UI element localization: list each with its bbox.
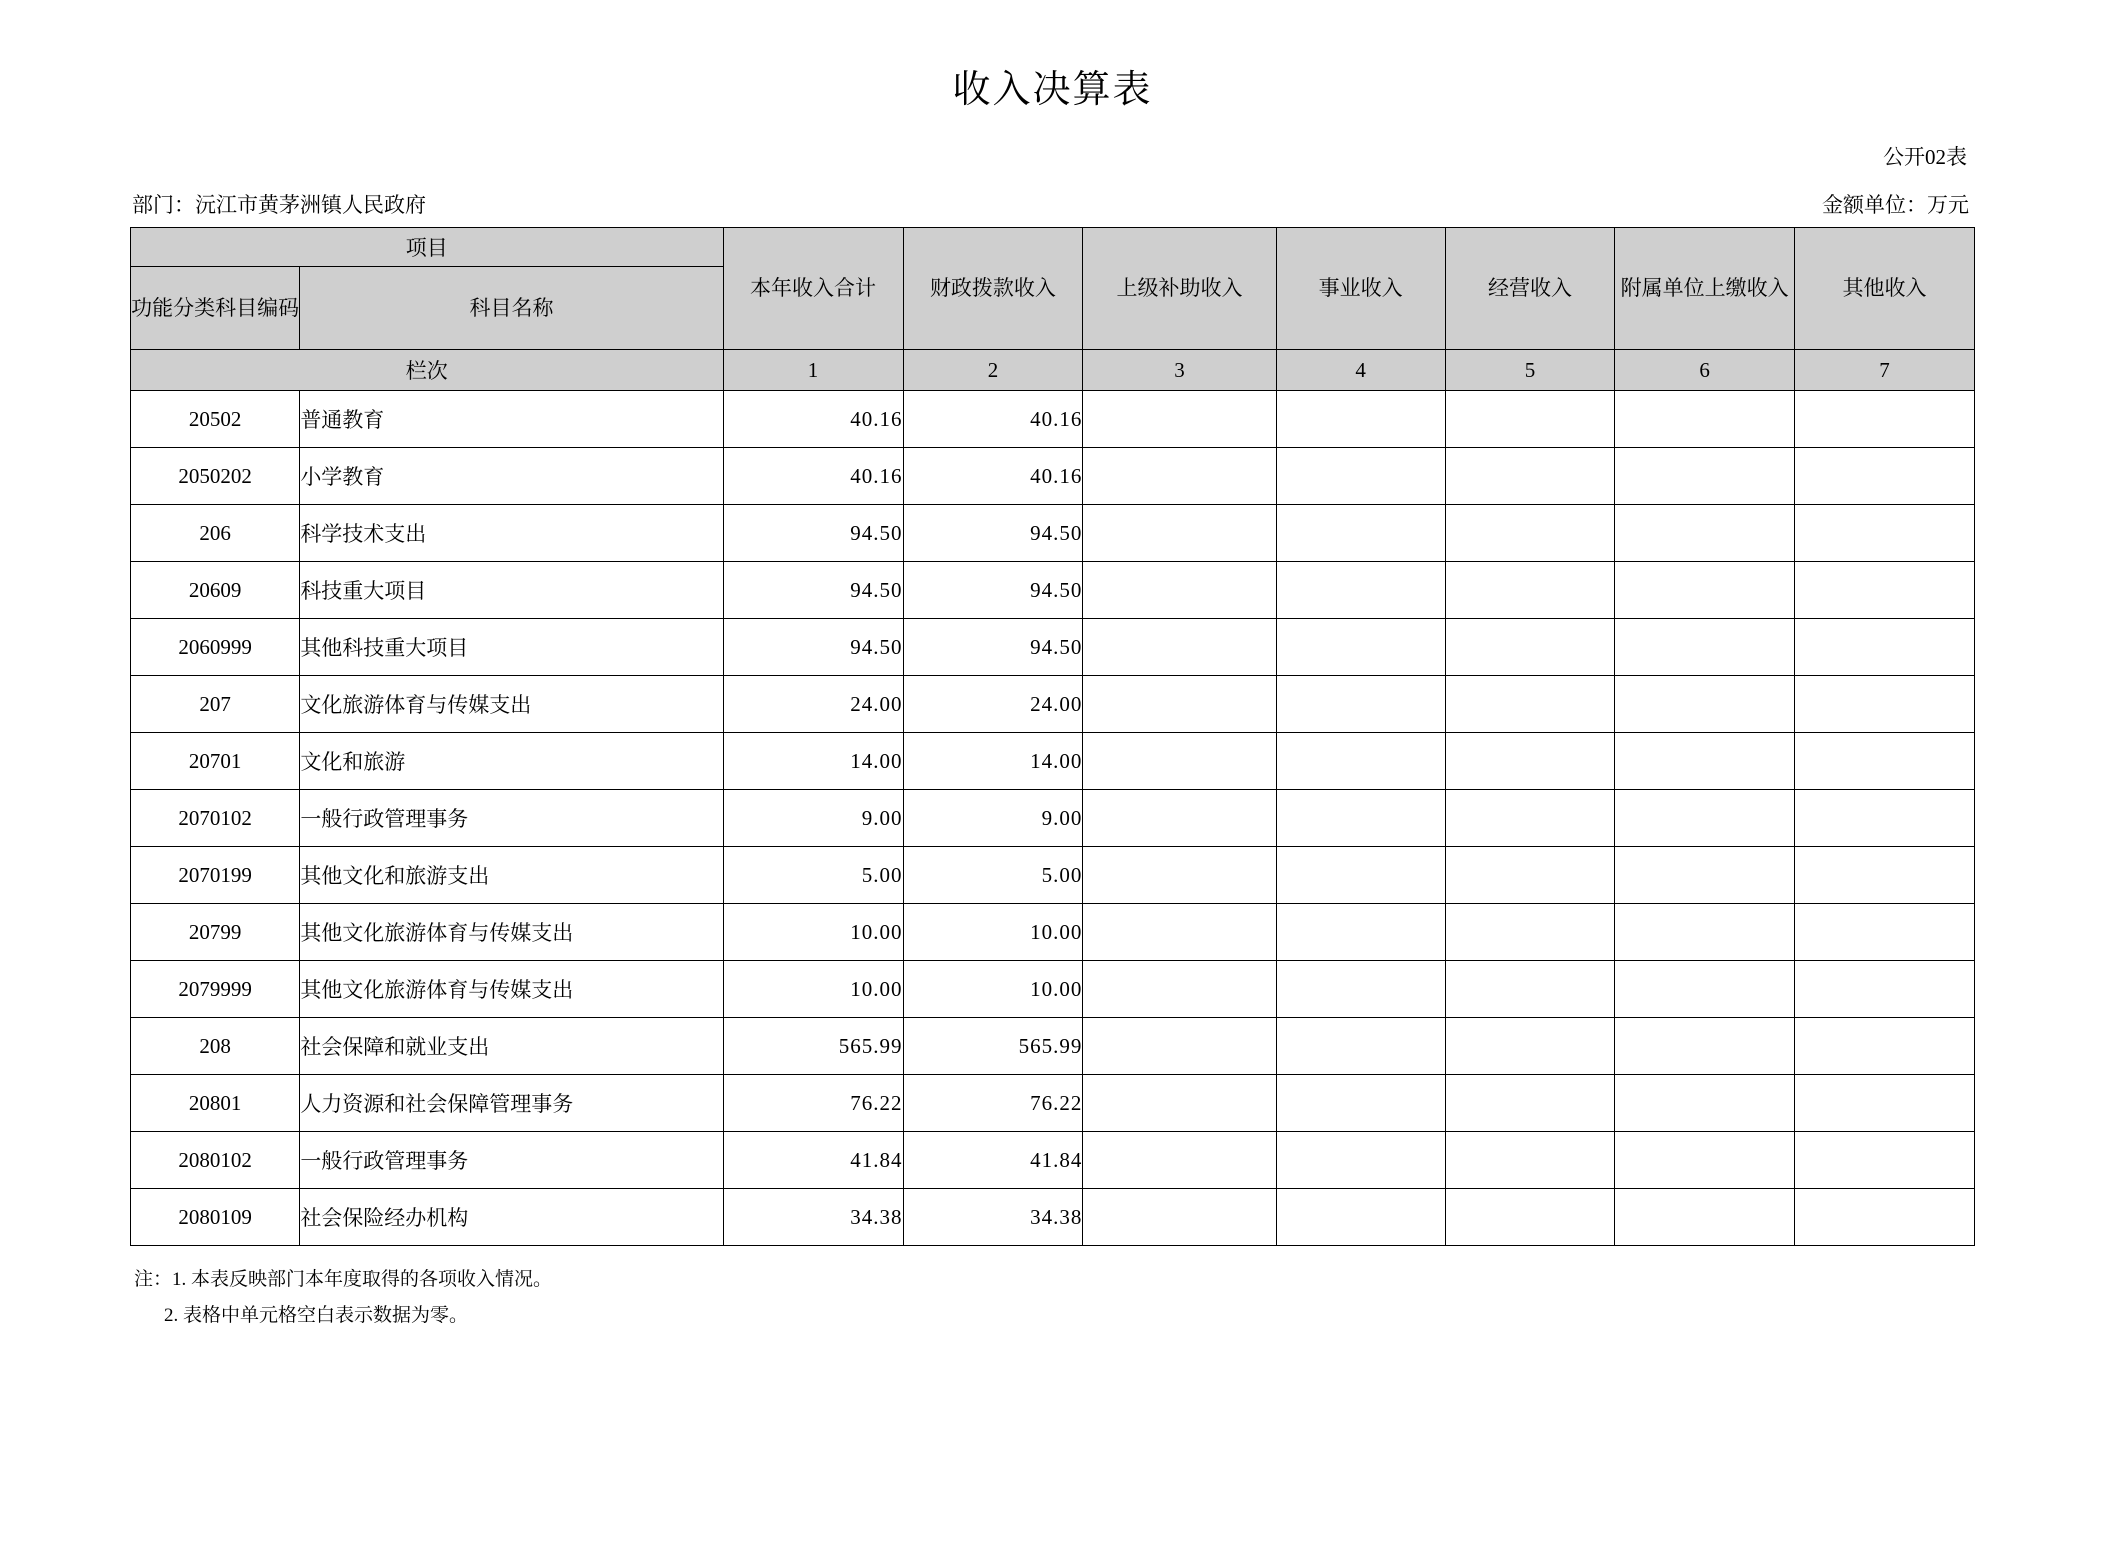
header-col-3: 上级补助收入 (1083, 228, 1276, 350)
cell-subject-name: 其他科技重大项目 (300, 619, 723, 676)
cell-value-6 (1615, 1189, 1795, 1246)
cell-code: 2080109 (131, 1189, 300, 1246)
cell-value-3 (1083, 676, 1276, 733)
lane-3: 3 (1083, 350, 1276, 391)
cell-value-7 (1795, 790, 1975, 847)
form-label: 公开02表 (1883, 145, 1967, 169)
lane-5: 5 (1445, 350, 1614, 391)
cell-value-6 (1615, 961, 1795, 1018)
cell-value-1: 94.50 (723, 505, 903, 562)
cell-code: 20609 (131, 562, 300, 619)
cell-value-3 (1083, 790, 1276, 847)
cell-value-2: 94.50 (903, 619, 1083, 676)
cell-value-7 (1795, 904, 1975, 961)
cell-value-3 (1083, 505, 1276, 562)
cell-value-7 (1795, 847, 1975, 904)
cell-value-5 (1445, 391, 1614, 448)
cell-value-2: 10.00 (903, 904, 1083, 961)
table-row (131, 391, 1975, 448)
cell-value-1: 76.22 (723, 1075, 903, 1132)
cell-code: 207 (131, 676, 300, 733)
cell-subject-name: 普通教育 (300, 391, 723, 448)
table-row (131, 505, 1975, 562)
cell-value-6 (1615, 847, 1795, 904)
cell-value-7 (1795, 619, 1975, 676)
cell-subject-name: 一般行政管理事务 (300, 1132, 723, 1189)
cell-subject-name: 科学技术支出 (300, 505, 723, 562)
header-col-code: 功能分类科目编码 (131, 267, 300, 350)
cell-value-1: 40.16 (723, 391, 903, 448)
lane-7: 7 (1795, 350, 1975, 391)
cell-value-7 (1795, 1075, 1975, 1132)
cell-value-1: 10.00 (723, 961, 903, 1018)
cell-value-3 (1083, 1018, 1276, 1075)
cell-value-2: 565.99 (903, 1018, 1083, 1075)
cell-value-3 (1083, 961, 1276, 1018)
cell-value-1: 41.84 (723, 1132, 903, 1189)
cell-value-3 (1083, 847, 1276, 904)
cell-value-7 (1795, 961, 1975, 1018)
table-row (131, 448, 1975, 505)
cell-value-6 (1615, 1132, 1795, 1189)
cell-code: 2080102 (131, 1132, 300, 1189)
page (0, 58, 2105, 1546)
cell-code: 2070102 (131, 790, 300, 847)
cell-value-1: 94.50 (723, 619, 903, 676)
cell-value-2: 9.00 (903, 790, 1083, 847)
cell-value-1: 10.00 (723, 904, 903, 961)
header-project-group: 项目 (131, 228, 724, 267)
cell-value-3 (1083, 904, 1276, 961)
cell-subject-name: 其他文化和旅游支出 (300, 847, 723, 904)
cell-code: 20502 (131, 391, 300, 448)
cell-value-6 (1615, 448, 1795, 505)
lane-label: 栏次 (131, 350, 724, 391)
cell-value-4 (1276, 619, 1445, 676)
cell-value-2: 34.38 (903, 1189, 1083, 1246)
cell-value-6 (1615, 790, 1795, 847)
cell-value-4 (1276, 1018, 1445, 1075)
cell-value-2: 24.00 (903, 676, 1083, 733)
cell-code: 2060999 (131, 619, 300, 676)
cell-subject-name: 社会保险经办机构 (300, 1189, 723, 1246)
cell-subject-name: 其他文化旅游体育与传媒支出 (300, 961, 723, 1018)
cell-value-6 (1615, 1075, 1795, 1132)
header-col-7: 其他收入 (1795, 228, 1975, 350)
header-col-4: 事业收入 (1276, 228, 1445, 350)
cell-code: 208 (131, 1018, 300, 1075)
cell-value-6 (1615, 904, 1795, 961)
cell-value-4 (1276, 733, 1445, 790)
cell-value-6 (1615, 1018, 1795, 1075)
cell-value-4 (1276, 1189, 1445, 1246)
cell-value-5 (1445, 790, 1614, 847)
cell-value-3 (1083, 1189, 1276, 1246)
cell-value-3 (1083, 1132, 1276, 1189)
table-row (131, 619, 1975, 676)
table-head (131, 228, 1975, 391)
cell-value-2: 40.16 (903, 391, 1083, 448)
cell-value-5 (1445, 961, 1614, 1018)
header-col-name: 科目名称 (300, 267, 723, 350)
cell-value-3 (1083, 1075, 1276, 1132)
cell-value-5 (1445, 733, 1614, 790)
cell-value-1: 24.00 (723, 676, 903, 733)
header-row-group (131, 228, 1975, 267)
cell-value-6 (1615, 562, 1795, 619)
table-row (131, 733, 1975, 790)
cell-value-7 (1795, 1189, 1975, 1246)
cell-value-5 (1445, 619, 1614, 676)
cell-value-5 (1445, 1018, 1614, 1075)
cell-code: 2079999 (131, 961, 300, 1018)
cell-value-2: 76.22 (903, 1075, 1083, 1132)
meta-row (130, 189, 1975, 219)
cell-value-4 (1276, 676, 1445, 733)
cell-value-4 (1276, 505, 1445, 562)
cell-value-6 (1615, 391, 1795, 448)
cell-code: 206 (131, 505, 300, 562)
cell-code: 20799 (131, 904, 300, 961)
table-row (131, 562, 1975, 619)
table-row (131, 1189, 1975, 1246)
cell-value-4 (1276, 562, 1445, 619)
header-col-1: 本年收入合计 (723, 228, 903, 350)
cell-subject-name: 其他文化旅游体育与传媒支出 (300, 904, 723, 961)
cell-value-4 (1276, 961, 1445, 1018)
table-row (131, 1132, 1975, 1189)
cell-subject-name: 小学教育 (300, 448, 723, 505)
cell-value-3 (1083, 619, 1276, 676)
cell-value-6 (1615, 676, 1795, 733)
cell-value-1: 565.99 (723, 1018, 903, 1075)
cell-value-7 (1795, 676, 1975, 733)
note-line-2: 2. 表格中单元格空白表示数据为零。 (164, 1305, 469, 1327)
table-row (131, 1018, 1975, 1075)
cell-value-6 (1615, 733, 1795, 790)
cell-subject-name: 文化和旅游 (300, 733, 723, 790)
cell-code: 2050202 (131, 448, 300, 505)
cell-value-6 (1615, 619, 1795, 676)
cell-value-3 (1083, 448, 1276, 505)
header-col-6: 附属单位上缴收入 (1615, 228, 1795, 350)
table-row (131, 847, 1975, 904)
revenue-table (130, 227, 1975, 1246)
cell-value-3 (1083, 733, 1276, 790)
cell-value-5 (1445, 676, 1614, 733)
cell-value-7 (1795, 733, 1975, 790)
cell-value-4 (1276, 1075, 1445, 1132)
department-label: 部门：沅江市黄茅洲镇人民政府 (132, 193, 426, 217)
cell-value-7 (1795, 448, 1975, 505)
cell-value-5 (1445, 1132, 1614, 1189)
note-line-1: 注：1. 本表反映部门本年度取得的各项收入情况。 (134, 1269, 553, 1290)
lane-1: 1 (723, 350, 903, 391)
page-title: 收入决算表 (952, 69, 1153, 111)
cell-value-4 (1276, 904, 1445, 961)
table-body (131, 391, 1975, 1246)
cell-value-2: 94.50 (903, 562, 1083, 619)
cell-value-2: 14.00 (903, 733, 1083, 790)
cell-value-3 (1083, 562, 1276, 619)
cell-value-2: 41.84 (903, 1132, 1083, 1189)
cell-subject-name: 文化旅游体育与传媒支出 (300, 676, 723, 733)
cell-value-7 (1795, 391, 1975, 448)
cell-value-4 (1276, 847, 1445, 904)
lane-6: 6 (1615, 350, 1795, 391)
cell-value-5 (1445, 448, 1614, 505)
table-notes (130, 1262, 1975, 1334)
cell-value-1: 14.00 (723, 733, 903, 790)
cell-value-1: 9.00 (723, 790, 903, 847)
cell-value-5 (1445, 1189, 1614, 1246)
cell-value-4 (1276, 391, 1445, 448)
cell-value-5 (1445, 904, 1614, 961)
table-row (131, 961, 1975, 1018)
cell-value-2: 5.00 (903, 847, 1083, 904)
cell-value-1: 40.16 (723, 448, 903, 505)
lane-4: 4 (1276, 350, 1445, 391)
amount-unit-label: 金额单位：万元 (1822, 193, 1969, 217)
cell-value-7 (1795, 1018, 1975, 1075)
header-col-2: 财政拨款收入 (903, 228, 1083, 350)
lane-2: 2 (903, 350, 1083, 391)
cell-value-1: 5.00 (723, 847, 903, 904)
cell-value-2: 40.16 (903, 448, 1083, 505)
cell-value-4 (1276, 1132, 1445, 1189)
cell-subject-name: 科技重大项目 (300, 562, 723, 619)
cell-value-7 (1795, 505, 1975, 562)
cell-value-5 (1445, 1075, 1614, 1132)
cell-code: 20801 (131, 1075, 300, 1132)
cell-value-1: 94.50 (723, 562, 903, 619)
cell-value-7 (1795, 1132, 1975, 1189)
cell-code: 2070199 (131, 847, 300, 904)
cell-value-7 (1795, 562, 1975, 619)
cell-code: 20701 (131, 733, 300, 790)
table-row (131, 1075, 1975, 1132)
table-row (131, 676, 1975, 733)
cell-value-2: 94.50 (903, 505, 1083, 562)
cell-value-4 (1276, 448, 1445, 505)
cell-value-5 (1445, 562, 1614, 619)
cell-value-5 (1445, 847, 1614, 904)
header-col-5: 经营收入 (1445, 228, 1614, 350)
cell-value-2: 10.00 (903, 961, 1083, 1018)
cell-value-6 (1615, 505, 1795, 562)
cell-value-3 (1083, 391, 1276, 448)
cell-value-5 (1445, 505, 1614, 562)
table-row (131, 790, 1975, 847)
cell-subject-name: 人力资源和社会保障管理事务 (300, 1075, 723, 1132)
header-row-lanes (131, 350, 1975, 391)
cell-subject-name: 社会保障和就业支出 (300, 1018, 723, 1075)
cell-value-4 (1276, 790, 1445, 847)
cell-subject-name: 一般行政管理事务 (300, 790, 723, 847)
cell-value-1: 34.38 (723, 1189, 903, 1246)
table-row (131, 904, 1975, 961)
